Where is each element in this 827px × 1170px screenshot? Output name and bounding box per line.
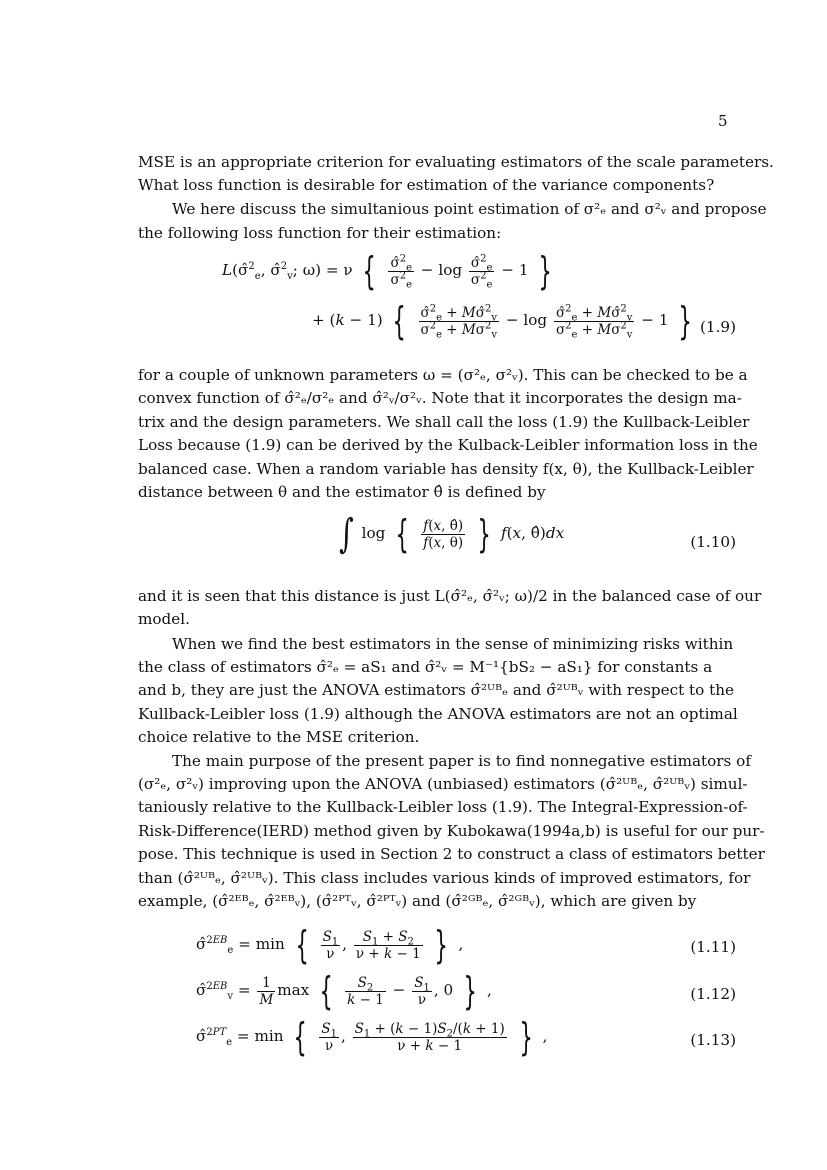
text-line: What loss function is desirable for estimation of the variance components? [138, 176, 715, 195]
equation-1-13: σ̂$^{2PT}_e$ = min { $\frac{S_1}{\nu}$ , $\frac{S_1 + (k - 1)S_2/(k + 1)}{\nu + k - 1}$ } , [196, 1015, 548, 1059]
text-line: balanced case. When a random variable has density f(x, θ), the Kullback-Leibler [138, 459, 754, 478]
page-number: 5 [718, 112, 728, 130]
equation-1-11: σ̂$^{2EB}_e$ = min { $\frac{S_1}{\nu}$ , $\frac{S_1 + S_2}{\nu + k - 1}$ } , [196, 923, 464, 967]
text-line: We here discuss the simultanious point estimation of σ²ₑ and σ²ᵥ and propose [172, 200, 767, 218]
paragraph-4 [138, 585, 762, 632]
text-line: than (σ̂²ᵁᴮₑ, σ̂²ᵁᴮᵥ). This class includes various kinds of improved estimators, for [138, 868, 751, 887]
equation-number: (1.10) [690, 533, 736, 551]
equation-number: (1.9) [699, 318, 736, 336]
text-line: distance between θ and the estimator θ̂ is defined by [138, 483, 546, 502]
paragraph-6-cont [138, 773, 765, 913]
paragraph-6 [138, 750, 751, 773]
equation-1-10: ∫ log { $\frac{f(x, \thetâ)}{f(x, \theta)}$ } f(x, θ̂)dx [339, 511, 565, 557]
text-line: convex function of σ̂²ₑ/σ²ₑ and σ̂²ᵥ/σ²ᵥ. Note that it incorporates the design ma- [138, 389, 742, 408]
text-line: taniously relative to the Kullback-Leibler loss (1.9). The Integral-Expression-of- [138, 798, 748, 817]
equation-number: (1.13) [690, 1031, 736, 1049]
text-line: The main purpose of the present paper is to find nonnegative estimators of [172, 752, 751, 770]
equation-1-9-line-2: + (k − 1) { $\frac{\sigmâ^2_e + M\sigmâ^2_v}{\sigma^2_e + M\sigma^2_v}$ − log $\frac{\sigmâ^2_e + M\sigmâ^2_v}{\sigma^2_e + M\sigma^2_v}$ − 1 } [312, 299, 693, 343]
paragraph-5-cont [138, 656, 736, 750]
text-line: MSE is an appropriate criterion for evaluating estimators of the scale parameters. [138, 153, 774, 171]
equation-number: (1.11) [690, 938, 736, 956]
text-line: trix and the design parameters. We shall call the loss (1.9) the Kullback-Leibler [138, 412, 750, 431]
text-line: (σ²ₑ, σ²ᵥ) improving upon the ANOVA (unbiased) estimators (σ̂²ᵁᴮₑ, σ̂²ᵁᴮᵥ) simul- [138, 775, 748, 793]
equation-1-12: σ̂$^{2EB}_v$ = $\frac{1}{M}$ max { $\frac{S_2}{k - 1}$ − $\frac{S_1}{\nu}$ , 0 } , [196, 969, 492, 1013]
text-line: When we find the best estimators in the sense of minimizing risks within [172, 635, 734, 653]
text-line: Risk-Difference(IERD) method given by Kubokawa(1994a,b) is useful for our pur- [138, 821, 765, 840]
equation-number: (1.12) [690, 985, 736, 1003]
text-line: choice relative to the MSE criterion. [138, 728, 420, 747]
text-line: the following loss function for their estimation: [138, 224, 502, 242]
text-line: the class of estimators σ̂²ₑ = aS₁ and σ̂²ᵥ = M⁻¹{bS₂ − aS₁} for constants a [138, 658, 713, 676]
text-line: Kullback-Leibler loss (1.9) although the ANOVA estimators are not an optimal [138, 704, 738, 723]
text-line: Loss because (1.9) can be derived by the Kulback-Leibler information loss in the [138, 436, 758, 455]
paragraph-3 [138, 364, 758, 504]
text-line: example, (σ̂²ᴱᴮₑ, σ̂²ᴱᴮᵥ), (σ̂²ᴾᵀᵥ, σ̂²ᴾᵀᵥ) and (σ̂²ᴳᴮₑ, σ̂²ᴳᴮᵥ), which are given by [138, 892, 697, 911]
text-line: for a couple of unknown parameters ω = (σ²ₑ, σ²ᵥ). This can be checked to be a [138, 366, 748, 384]
equation-1-9-line-1: L(σ̂$^2_e$, σ̂$^2_v$; ω) = ν { $\frac{\sigmâ^2_e}{\sigma^2_e}$ − log $\frac{\sigmâ^2_e}{\sigma^2_e}$ − 1 } [222, 249, 553, 293]
paragraph-5 [138, 633, 736, 656]
text-line: and b, they are just the ANOVA estimators σ̂²ᵁᴮₑ and σ̂²ᵁᴮᵥ with respect to the [138, 681, 734, 700]
text-line: model. [138, 610, 190, 629]
paragraph-1 [138, 151, 774, 198]
paragraph-2 [138, 198, 767, 221]
paragraph-2-cont [138, 222, 736, 245]
text-line: pose. This technique is used in Section 2 to construct a class of estimators better [138, 845, 765, 864]
text-line: and it is seen that this distance is just L(σ̂²ₑ, σ̂²ᵥ; ω)/2 in the balanced case of our [138, 587, 762, 605]
